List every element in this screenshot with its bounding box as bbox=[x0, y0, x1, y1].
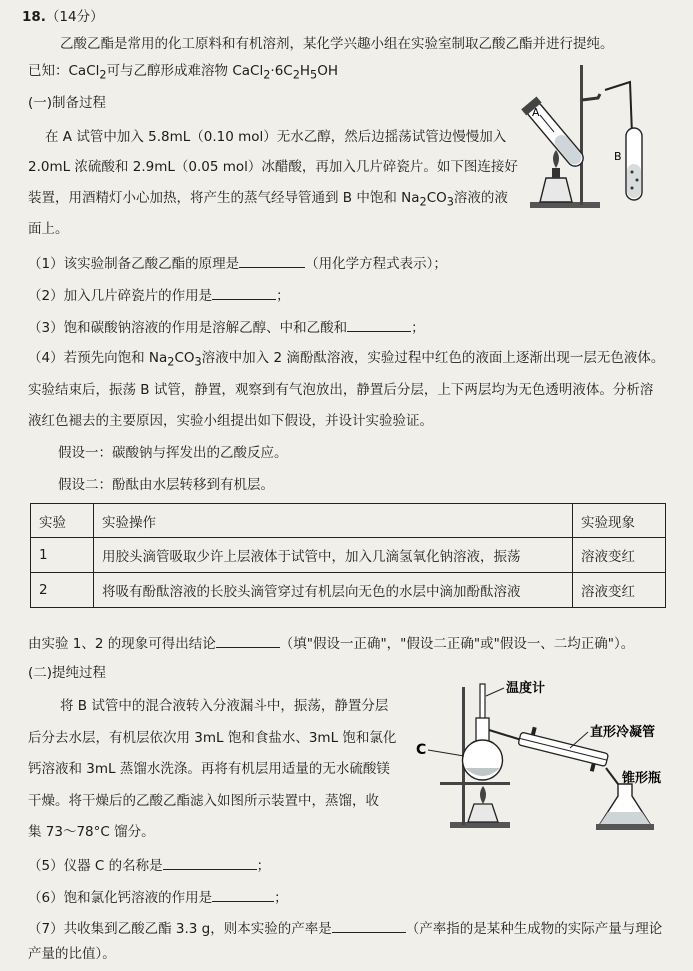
table-cell: 2 bbox=[31, 573, 94, 608]
subscript: 2 bbox=[419, 195, 427, 209]
question-4-line3: 液红色褪去的主要原因，实验小组提出如下假设，并设计实验验证。 bbox=[28, 413, 433, 429]
question-text: ； bbox=[256, 858, 271, 874]
question-text: （产率指的是某种生成物的实际产量与理论 bbox=[405, 921, 663, 937]
known-text: 可与乙醇形成难溶物 CaCl bbox=[106, 63, 264, 79]
question-text: （4）若预先向饱和 Na bbox=[28, 350, 168, 366]
part1-para-line2: 2.0mL 浓硫酸和 2.9mL（0.05 mol）冰醋酸，再加入几片碎瓷片。如下图连接好 bbox=[28, 159, 518, 175]
question-text: 溶液中加入 2 滴酚酞溶液，实验过程中红色的液面上逐渐出现一层无色液体。 bbox=[201, 350, 665, 366]
answer-blank-6[interactable] bbox=[212, 887, 274, 902]
label-thermometer: 温度计 bbox=[506, 681, 546, 696]
subscript: 3 bbox=[446, 195, 454, 209]
hypothesis-1: 假设一：碳酸钠与挥发出的乙酸反应。 bbox=[58, 445, 288, 461]
answer-blank-5[interactable] bbox=[163, 855, 257, 870]
alcohol-lamp bbox=[468, 786, 498, 822]
question-text: （2）加入几片碎瓷片的作用是 bbox=[28, 288, 213, 304]
question-text: 由实验 1、2 的现象可得出结论 bbox=[28, 636, 216, 652]
label-condenser: 直形冷凝管 bbox=[590, 725, 656, 740]
subscript: 2 bbox=[263, 68, 271, 82]
table-header-cell: 实验现象 bbox=[573, 504, 666, 538]
question-text: （填"假设一正确"，"假设二正确"或"假设一、二均正确"）。 bbox=[279, 636, 635, 652]
table-cell: 1 bbox=[31, 538, 94, 573]
para-text: CO bbox=[426, 190, 447, 206]
table-cell: 将吸有酚酞溶液的长胶头滴管穿过有机层向无色的水层中滴加酚酞溶液 bbox=[94, 573, 573, 608]
table-header-cell: 实验操作 bbox=[94, 504, 573, 538]
esterification-apparatus-figure bbox=[510, 60, 670, 215]
question-text: （用化学方程式表示）； bbox=[305, 256, 447, 272]
table-cell: 溶液变红 bbox=[573, 538, 666, 573]
answer-blank-conclusion[interactable] bbox=[216, 633, 280, 648]
distillation-apparatus-figure bbox=[410, 672, 675, 832]
part2-para-line4: 干燥。将干燥后的乙酸乙酯滤入如图所示装置中，蒸馏，收 bbox=[28, 793, 379, 809]
part2-para-line5: 集 73～78°C 馏分。 bbox=[28, 824, 155, 840]
label-conical-flask: 锥形瓶 bbox=[622, 771, 662, 786]
stand-base bbox=[450, 822, 510, 828]
subscript: 3 bbox=[194, 355, 202, 369]
subscript: 2 bbox=[292, 68, 300, 82]
question-4-line1 bbox=[28, 349, 664, 372]
known-text: H bbox=[299, 63, 311, 79]
question-7 bbox=[28, 918, 662, 938]
part2-para-line1: 将 B 试管中的混合液转入分液漏斗中，振荡，静置分层 bbox=[60, 698, 389, 714]
answer-blank-7[interactable] bbox=[332, 918, 406, 933]
question-5 bbox=[28, 855, 270, 875]
part2-para-line3: 钙溶液和 3mL 蒸馏水洗涤。再将有机层用适量的无水硫酸镁 bbox=[28, 761, 390, 777]
question-1 bbox=[28, 253, 447, 273]
question-text: （6）饱和氯化钙溶液的作用是 bbox=[28, 890, 213, 906]
hypothesis-2: 假设二：酚酞由水层转移到有机层。 bbox=[58, 477, 274, 493]
para-text: 装置，用酒精灯小心加热，将产生的蒸气经导管通到 B 中饱和 Na bbox=[28, 190, 420, 206]
table-cell: 溶液变红 bbox=[573, 573, 666, 608]
question-score: （14分） bbox=[45, 9, 104, 25]
table-header-cell: 实验 bbox=[31, 504, 94, 538]
known-text: ·6C bbox=[270, 63, 293, 79]
intro-text: 乙酸乙酯是常用的化工原料和有机溶剂，某化学兴趣小组在实验室制取乙酸乙酯并进行提纯。 bbox=[60, 36, 614, 52]
answer-blank-1[interactable] bbox=[239, 253, 305, 268]
known-condition bbox=[28, 62, 338, 85]
part1-para-line1: 在 A 试管中加入 5.8mL（0.10 mol）无水乙醇，然后边摇荡试管边慢慢加入 bbox=[45, 129, 507, 145]
question-number: 18. bbox=[22, 9, 46, 25]
answer-blank-3[interactable] bbox=[347, 317, 411, 332]
question-3 bbox=[28, 317, 425, 337]
part2-para-line2: 后分去水层，有机层依次用 3mL 饱和食盐水、3mL 饱和氯化 bbox=[28, 730, 397, 746]
question-6 bbox=[28, 887, 288, 907]
question-text: （7）共收集到乙酸乙酯 3.3 g，则本实验的产率是 bbox=[28, 921, 332, 937]
question-text: CO bbox=[174, 350, 195, 366]
conclusion bbox=[28, 633, 634, 653]
subscript: 2 bbox=[167, 355, 175, 369]
known-text: 已知：CaCl bbox=[28, 63, 100, 79]
question-text: （3）饱和碳酸钠溶液的作用是溶解乙醇、中和乙酸和 bbox=[28, 320, 348, 336]
stand-rod bbox=[580, 65, 583, 205]
question-7-cont: 产量的比值）。 bbox=[28, 946, 116, 962]
table-cell: 用胶头滴管吸取少许上层液体于试管中，加入几滴氢氧化钠溶液，振荡 bbox=[94, 538, 573, 573]
tripod-ring bbox=[440, 782, 510, 785]
part2-heading: (二)提纯过程 bbox=[28, 665, 107, 681]
subscript: 5 bbox=[310, 68, 318, 82]
question-text: （5）仪器 C 的名称是 bbox=[28, 858, 163, 874]
answer-blank-2[interactable] bbox=[212, 285, 276, 300]
question-text: ； bbox=[276, 288, 290, 304]
part1-para-line4: 面上。 bbox=[28, 221, 69, 237]
table-row bbox=[31, 538, 666, 573]
table-row bbox=[31, 573, 666, 608]
label-b: B bbox=[614, 150, 622, 163]
question-text: ； bbox=[411, 320, 425, 336]
subscript: 2 bbox=[99, 68, 107, 82]
experiment-table bbox=[30, 503, 666, 608]
label-c: C bbox=[416, 742, 427, 758]
test-tube-b bbox=[626, 128, 642, 200]
known-text: OH bbox=[317, 63, 338, 79]
part1-para-line3 bbox=[28, 189, 508, 212]
conical-flask bbox=[596, 784, 654, 830]
distillation-flask-c bbox=[463, 718, 503, 780]
question-header bbox=[22, 8, 104, 26]
question-text: ； bbox=[274, 890, 288, 906]
para-text: 溶液的液 bbox=[453, 190, 508, 206]
label-a: A bbox=[532, 106, 540, 119]
clamp bbox=[582, 94, 600, 100]
question-4-line2: 实验结束后，振荡 B 试管，静置，观察到有气泡放出，静置后分层，上下两层均为无色透明液体。分析溶 bbox=[28, 382, 654, 398]
part1-heading: (一)制备过程 bbox=[28, 95, 107, 111]
table-header-row bbox=[31, 504, 666, 538]
question-text: （1）该实验制备乙酸乙酯的原理是 bbox=[28, 256, 240, 272]
question-2 bbox=[28, 285, 290, 305]
stand-base bbox=[530, 202, 600, 208]
